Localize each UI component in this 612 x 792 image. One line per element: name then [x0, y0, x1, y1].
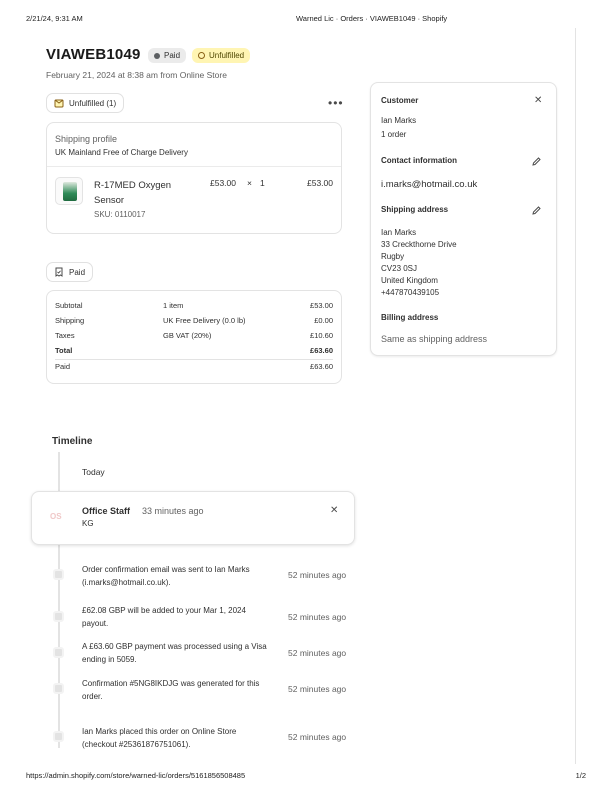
- package-icon: [54, 98, 64, 108]
- product-quantity: 1: [260, 178, 265, 188]
- payment-row-subtotal: [55, 301, 333, 313]
- print-page-number: 1/2: [575, 771, 586, 780]
- payment-status-label: Paid: [164, 51, 181, 60]
- customer-name-link[interactable]: Ian Marks: [381, 116, 417, 125]
- payment-row-total: [55, 346, 333, 358]
- timeline-event-marker: [53, 611, 64, 622]
- divider: [55, 359, 333, 360]
- timeline-event-text: Confirmation #5NG8IKDJG was generated for this order.: [82, 679, 260, 701]
- print-url: https://admin.shopify.com/store/warned-lic/orders/5161856508485: [26, 771, 246, 780]
- remove-customer-icon[interactable]: ✕: [534, 95, 543, 106]
- customer-email-link[interactable]: i.marks@hotmail.co.uk: [381, 179, 478, 190]
- shipping-address-line: Ian Marks: [381, 228, 417, 237]
- product-sku: SKU: 0110017: [94, 210, 146, 219]
- payment-row-taxes: [55, 331, 333, 343]
- product-unit-price: £53.00: [210, 178, 236, 188]
- print-header: [26, 14, 586, 26]
- timeline-comment-card: [31, 491, 355, 545]
- order-subtitle: February 21, 2024 at 8:38 am from Online Store: [46, 70, 227, 80]
- timeline-event-text: Ian Marks placed this order on Online Store (checkout #25361876751061).: [82, 727, 237, 749]
- shipping-address-line: Rugby: [381, 252, 405, 261]
- page-divider: [575, 28, 576, 764]
- timeline-event-time: 52 minutes ago: [288, 570, 347, 580]
- dot-icon: [154, 53, 160, 59]
- payment-row-amount: £63.60: [310, 362, 333, 371]
- payment-row-detail: GB VAT (20%): [163, 331, 212, 340]
- timeline-event-text: Order confirmation email was sent to Ian Marks (i.marks@hotmail.co.uk).: [82, 565, 250, 587]
- timeline-event-time: 52 minutes ago: [288, 612, 347, 622]
- timeline-event-marker: [53, 647, 64, 658]
- paid-status-pill: [46, 262, 93, 282]
- more-actions-icon[interactable]: •••: [328, 96, 344, 110]
- shipping-address-line: 33 Creckthorne Drive: [381, 240, 457, 249]
- receipt-icon: [54, 267, 64, 277]
- avatar: OS: [50, 512, 62, 521]
- timeline-day-label: Today: [82, 467, 105, 477]
- shipping-address-line: CV23 0SJ: [381, 264, 418, 273]
- delete-comment-icon[interactable]: ✕: [330, 505, 339, 516]
- paid-status-label: Paid: [69, 267, 86, 277]
- contact-info-heading: Contact information: [381, 156, 457, 165]
- timeline-heading: Timeline: [52, 436, 93, 447]
- print-datetime: 2/21/24, 9:31 AM: [26, 14, 83, 23]
- edit-contact-icon[interactable]: [531, 156, 542, 167]
- print-page-title: Warned Lic · Orders · VIAWEB1049 · Shopify: [296, 14, 448, 23]
- timeline-event-time: 52 minutes ago: [288, 684, 347, 694]
- payment-row-paid: [55, 362, 333, 374]
- timeline-event-time: 52 minutes ago: [288, 648, 347, 658]
- billing-address-heading: Billing address: [381, 313, 439, 322]
- unfulfilled-status-pill: [46, 93, 124, 113]
- timeline-event-marker: [53, 731, 64, 742]
- product-line-total: £53.00: [307, 178, 333, 188]
- shipping-address-line: United Kingdom: [381, 276, 438, 285]
- payment-row-amount: £10.60: [310, 331, 333, 340]
- payment-row-detail: 1 item: [163, 301, 184, 310]
- product-name-link[interactable]: R-17MED Oxygen Sensor: [94, 180, 172, 206]
- shipping-address-heading: Shipping address: [381, 205, 449, 214]
- comment-author: Office Staff: [82, 506, 131, 516]
- payment-row-label: Shipping: [55, 316, 85, 325]
- timeline-event-time: 52 minutes ago: [288, 732, 347, 742]
- edit-shipping-address-icon[interactable]: [531, 205, 542, 216]
- shipping-profile-value: UK Mainland Free of Charge Delivery: [55, 148, 188, 157]
- payment-status-badge: [148, 48, 186, 63]
- payment-row-label: Total: [55, 346, 73, 355]
- payment-row-label: Paid: [55, 362, 71, 371]
- product-thumbnail[interactable]: [55, 177, 83, 205]
- shipping-profile-label: Shipping profile: [55, 134, 118, 144]
- payment-row-detail: UK Free Delivery (0.0 lb): [163, 316, 246, 325]
- timeline-event-text: A £63.60 GBP payment was processed using a Visa ending in 5059.: [82, 642, 267, 664]
- fulfillment-status-label: Unfulfilled: [209, 51, 245, 60]
- payment-row-amount: £0.00: [314, 316, 333, 325]
- billing-address-value: Same as shipping address: [381, 334, 488, 344]
- payment-row-amount: £63.60: [310, 346, 333, 355]
- timeline-event-text: £62.08 GBP will be added to your Mar 1, 2024 payout.: [82, 606, 246, 628]
- timeline-event-marker: [53, 569, 64, 580]
- comment-time: 33 minutes ago: [142, 506, 204, 516]
- customer-heading: Customer: [381, 96, 419, 105]
- shipping-phone: +447870439105: [381, 288, 440, 297]
- fulfillment-status-badge: [192, 48, 250, 63]
- customer-order-count-link[interactable]: 1 order: [381, 130, 407, 139]
- divider: [47, 166, 341, 167]
- comment-body: KG: [82, 519, 94, 528]
- payment-row-label: Taxes: [55, 331, 75, 340]
- payment-row-amount: £53.00: [310, 301, 333, 310]
- payment-row-label: Subtotal: [55, 301, 83, 310]
- ring-icon: [198, 52, 205, 59]
- multiply-sign: ×: [247, 178, 252, 188]
- order-number: VIAWEB1049: [46, 46, 141, 63]
- unfulfilled-status-label: Unfulfilled (1): [69, 98, 117, 108]
- payment-row-shipping: [55, 316, 333, 328]
- timeline-event-marker: [53, 683, 64, 694]
